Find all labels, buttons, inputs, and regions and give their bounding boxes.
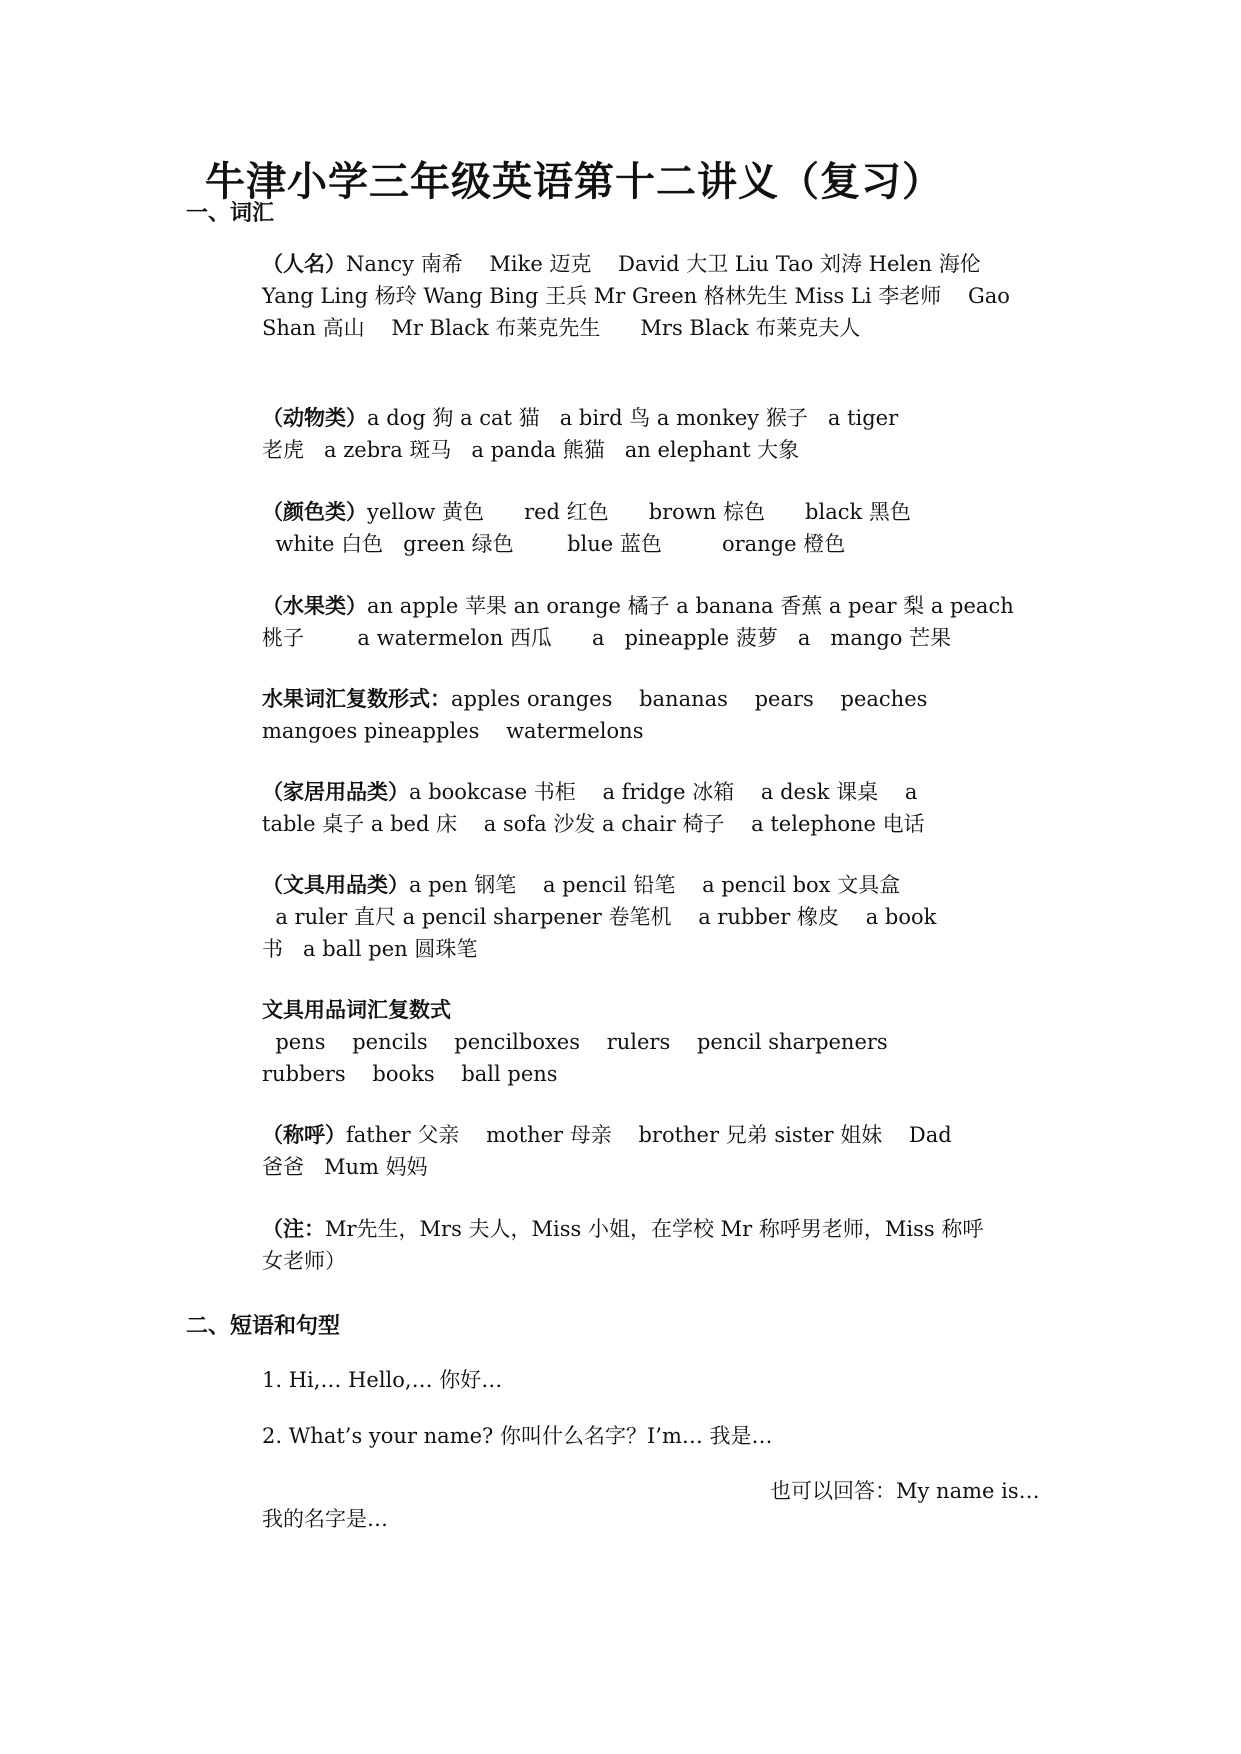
vocab-fruit-plurals [262,683,1122,747]
vocab-line: a ruler 直尺 a pencil sharpener 卷笔机 a rubber 橡皮 a book [262,905,937,929]
vocab-stationery-plurals [262,994,1122,1090]
phrase-item [262,1364,1122,1396]
vocab-line: Yang Ling 杨玲 Wang Bing 王兵 Mr Green 格林先生 Miss Li 李老师 Gao [262,284,1010,308]
vocab-line: apples oranges bananas pears peaches [451,687,928,711]
vocab-colors-head: （颜色类） [262,499,367,524]
phrase-line: 也可以回答：My name is… [770,1479,1040,1503]
vocab-line: 老虎 a zebra 斑马 a panda 熊猫 an elephant 大象 [262,438,800,462]
vocab-names-head: （人名） [262,251,346,276]
vocab-line: 桃子 a watermelon 西瓜 a pineapple 菠萝 a mango 芒果 [262,626,952,650]
vocab-fruits [262,590,1122,654]
phrase-item [262,1503,1122,1535]
vocab-line: rubbers books ball pens [262,1062,558,1086]
page-title: 牛津小学三年级英语第十二讲义（复习） [205,158,943,205]
vocab-fruits-head: （水果类） [262,593,367,618]
phrase-line: 1. Hi,… Hello,… 你好… [262,1368,503,1392]
vocab-line: an apple 苹果 an orange 橘子 a banana 香蕉 a pear 梨 a peach [367,594,1014,618]
vocab-family-head: （称呼） [262,1122,346,1147]
vocab-line: Nancy 南希 Mike 迈克 David 大卫 Liu Tao 刘涛 Helen 海伦 [346,252,981,276]
vocab-line: Mr先生，Mrs 夫人，Miss 小姐，在学校 Mr 称呼男老师，Miss 称呼 [325,1217,984,1241]
vocab-household-head: （家居用品类） [262,779,409,804]
vocab-line: a bookcase 书柜 a fridge 冰箱 a desk 课桌 a [409,780,918,804]
vocab-animals-head: （动物类） [262,405,367,430]
section-heading-vocabulary: 一、词汇 [186,200,275,226]
vocab-line: yellow 黄色 red 红色 brown 棕色 black 黑色 [367,500,911,524]
vocab-line: white 白色 green 绿色 blue 蓝色 orange 橙色 [262,532,846,556]
vocab-line: Shan 高山 Mr Black 布莱克先生 Mrs Black 布莱克夫人 [262,316,861,340]
vocab-animals [262,402,1122,466]
vocab-stationery-plurals-head: 文具用品词汇复数式 [262,997,451,1022]
vocab-colors [262,496,1122,560]
vocab-line: mangoes pineapples watermelons [262,719,644,743]
phrase-item [262,1420,1122,1452]
vocab-line: 书 a ball pen 圆珠笔 [262,937,478,961]
vocab-note [262,1213,1122,1277]
vocab-names [262,248,1122,344]
phrase-line: 我的名字是… [262,1507,388,1531]
vocab-line: 女老师） [262,1249,346,1273]
vocab-stationery-head: （文具用品类） [262,872,409,897]
vocab-note-head: （注： [262,1216,325,1241]
section-heading-phrases: 二、短语和句型 [186,1313,341,1339]
vocab-line: 爸爸 Mum 妈妈 [262,1155,428,1179]
vocab-line: father 父亲 mother 母亲 brother 兄弟 sister 姐妹 Dad [346,1123,952,1147]
vocab-family [262,1119,1122,1183]
vocab-line: a pen 钢笔 a pencil 铅笔 a pencil box 文具盒 [409,873,901,897]
vocab-line: table 桌子 a bed 床 a sofa 沙发 a chair 椅子 a telephone 电话 [262,812,925,836]
vocab-line: a dog 狗 a cat 猫 a bird 鸟 a monkey 猴子 a tiger [367,406,899,430]
vocab-stationery [262,869,1122,965]
vocab-household [262,776,1122,840]
phrase-line: 2. What’s your name? 你叫什么名字？I’m… 我是… [262,1424,773,1448]
vocab-fruit-plurals-head: 水果词汇复数形式： [262,686,451,711]
vocab-line: pens pencils pencilboxes rulers pencil sharpeners [262,1030,888,1054]
